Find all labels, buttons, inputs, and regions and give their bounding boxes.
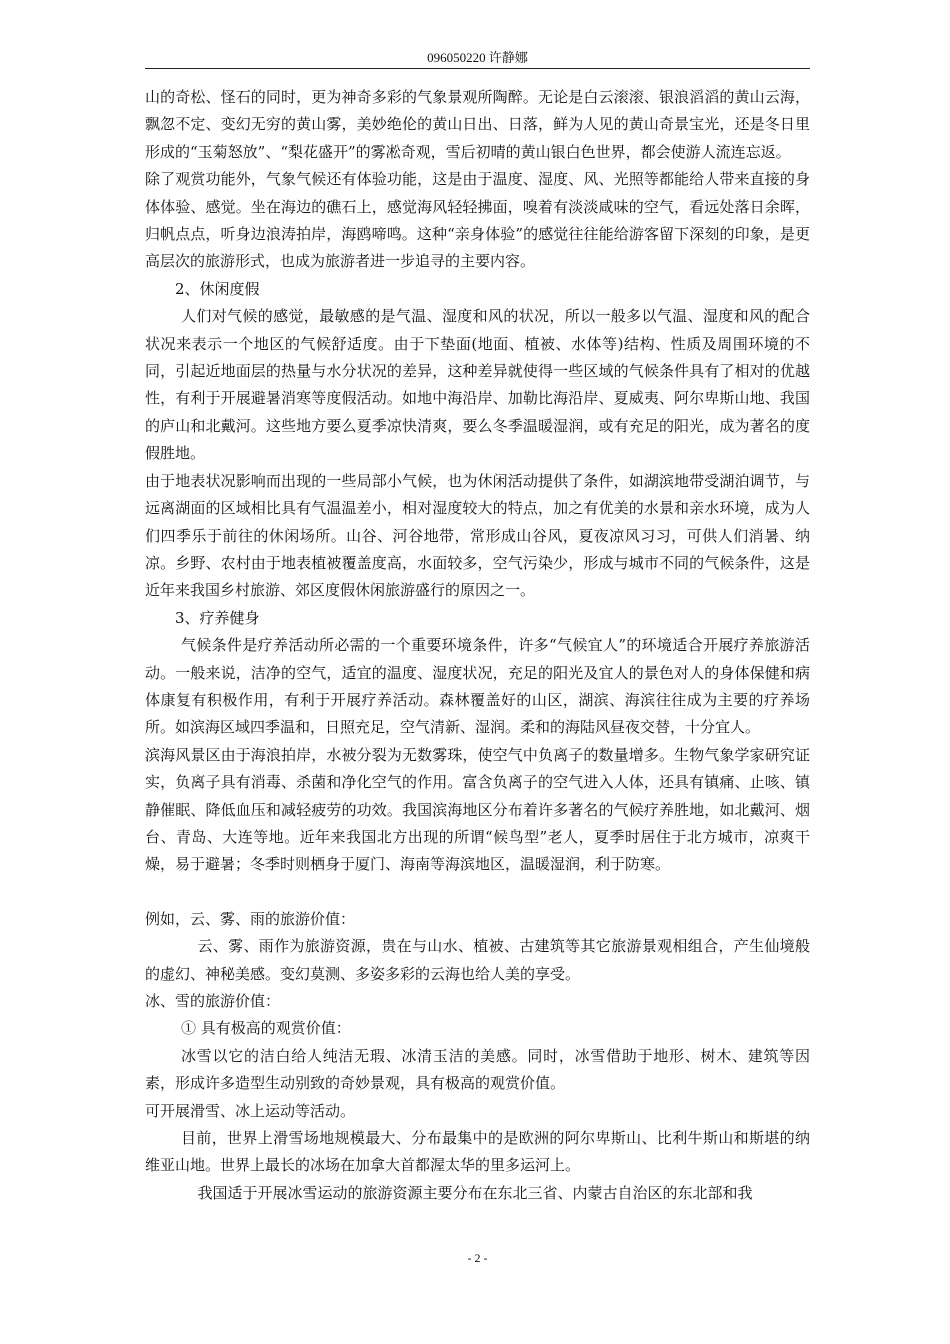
document-body [145, 84, 810, 1207]
item-viewing-value: ① 具有极高的观赏价值： [181, 1019, 351, 1038]
paragraph-huangshan-weather: 山的奇松、怪石的同时，更为神奇多彩的气象景观所陶醉。无论是白云滚滚、银浪滔滔的黄山云海，飘忽不定、变幻无穷的黄山雾，美妙绝伦的黄山日出、日落，鲜为人见的黄山奇景宝光，还是冬日里形成的“玉菊怒放”、“梨花盛开”的雾凇奇观，雪后初晴的黄山银白色世界，都会使游人流连忘返。 [145, 88, 810, 161]
paragraph-cloud-fog-rain: 云、雾、雨作为旅游资源，贵在与山水、植被、古建筑等其它旅游景观相组合，产生仙境般的虚幻、神秘美感。变幻莫测、多姿多彩的云海也给人美的享受。 [145, 937, 810, 983]
paragraph-skiing: 可开展滑雪、冰上运动等活动。 [145, 1101, 356, 1120]
paragraph-ice-snow-beauty: 冰雪以它的洁白给人纯洁无瑕、冰清玉洁的美感。同时，冰雪借助于地形、树木、建筑等因素，形成许多造型生动别致的奇妙景观，具有极高的观赏价值。 [145, 1046, 810, 1093]
heading-cloud-fog-rain: 例如，云、雾、雨的旅游价值： [145, 909, 356, 928]
paragraph-climate-comfort: 人们对气候的感觉，最敏感的是气温、湿度和风的状况，所以一般多以气温、湿度和风的配合状况来表示一个地区的气候舒适度。由于下垫面(地面、植被、水体等)结构、性质及周围环境的不同，引起近地面层的热量与水分状况的差异，这种差异就使得一些区域的气候条件具有了相对的优越性，有利于开展避暑消寒等度假活动。如地中海沿岸、加勒比海沿岸、夏威夷、阿尔卑斯山地、我国的庐山和北戴河。这些地方要么夏季凉快清爽，要么冬季温暖湿润，或有充足的阳光，成为著名的度假胜地。 [145, 307, 810, 463]
paragraph-experience-function: 除了观赏功能外，气象气候还有体验功能，这是由于温度、湿度、风、光照等都能给人带来直接的身体体验、感觉。坐在海边的礁石上，感觉海风轻轻拂面，嗅着有淡淡咸味的空气，看远处落日余晖，归帆点点，听身边浪涛拍岸，海鸥啼鸣。这种“亲身体验”的感觉往往能给游客留下深刻的印象，是更高层次的旅游形式，也成为旅游者进一步追寻的主要内容。 [145, 170, 810, 271]
heading-health-recuperation: 3、疗养健身 [175, 608, 260, 627]
page-number: - 2 - [467, 1251, 488, 1265]
paragraph-microclimate: 由于地表状况影响而出现的一些局部小气候，也为休闲活动提供了条件，如湖滨地带受湖泊调节，与远离湖面的区域相比具有气温温差小，相对湿度较大的特点，加之有优美的水景和亲水环境，成为人们四季乐于前往的休闲场所。山谷、河谷地带，常形成山谷风，夏夜凉风习习，可供人们消暑、纳凉。乡野、农村由于地表植被覆盖度高，水面较多，空气污染少，形成与城市不同的气候条件，这是近年来我国乡村旅游、郊区度假休闲旅游盛行的原因之一。 [145, 471, 810, 600]
heading-leisure-vacation: 2、休闲度假 [175, 279, 260, 298]
page-header: 096050220 许静娜 [427, 50, 528, 65]
paragraph-seaside-negative-ions: 滨海风景区由于海浪拍岸，水被分裂为无数雾珠，使空气中负离子的数量增多。生物气象学家研究证实，负离子具有消毒、杀菌和净化空气的作用。富含负离子的空气进入人体，还具有镇痛、止咳、镇静催眠、降低血压和减轻疲劳的功效。我国滨海地区分布着许多著名的气候疗养胜地，如北戴河、烟台、青岛、大连等地。近年来我国北方出现的所谓“候鸟型”老人，夏季时居住于北方城市，凉爽干燥，易于避暑；冬季时则栖身于厦门、海南等海滨地区，温暖湿润，利于防寒。 [145, 745, 810, 874]
header-rule [145, 68, 810, 69]
paragraph-china-ice-snow: 我国适于开展冰雪运动的旅游资源主要分布在东北三省、内蒙古自治区的东北部和我 [197, 1183, 753, 1202]
paragraph-recuperation-conditions: 气候条件是疗养活动所必需的一个重要环境条件，许多“气候宜人”的环境适合开展疗养旅游活动。一般来说，洁净的空气，适宜的温度、湿度状况，充足的阳光及宜人的景色对人的身体保健和病体康复有积极作用，有利于开展疗养活动。森林覆盖好的山区，湖滨、海滨往往成为主要的疗养场所。如滨海区域四季温和，日照充足，空气清新、湿润。柔和的海陆风昼夜交替，十分宜人。 [145, 636, 810, 737]
paragraph-ski-resorts: 目前，世界上滑雪场地规模最大、分布最集中的是欧洲的阿尔卑斯山、比利牛斯山和斯堪的纳维亚山地。世界上最长的冰场在加拿大首都渥太华的里多运河上。 [145, 1129, 810, 1175]
blank-line [145, 879, 810, 906]
heading-ice-snow: 冰、雪的旅游价值： [145, 992, 281, 1010]
